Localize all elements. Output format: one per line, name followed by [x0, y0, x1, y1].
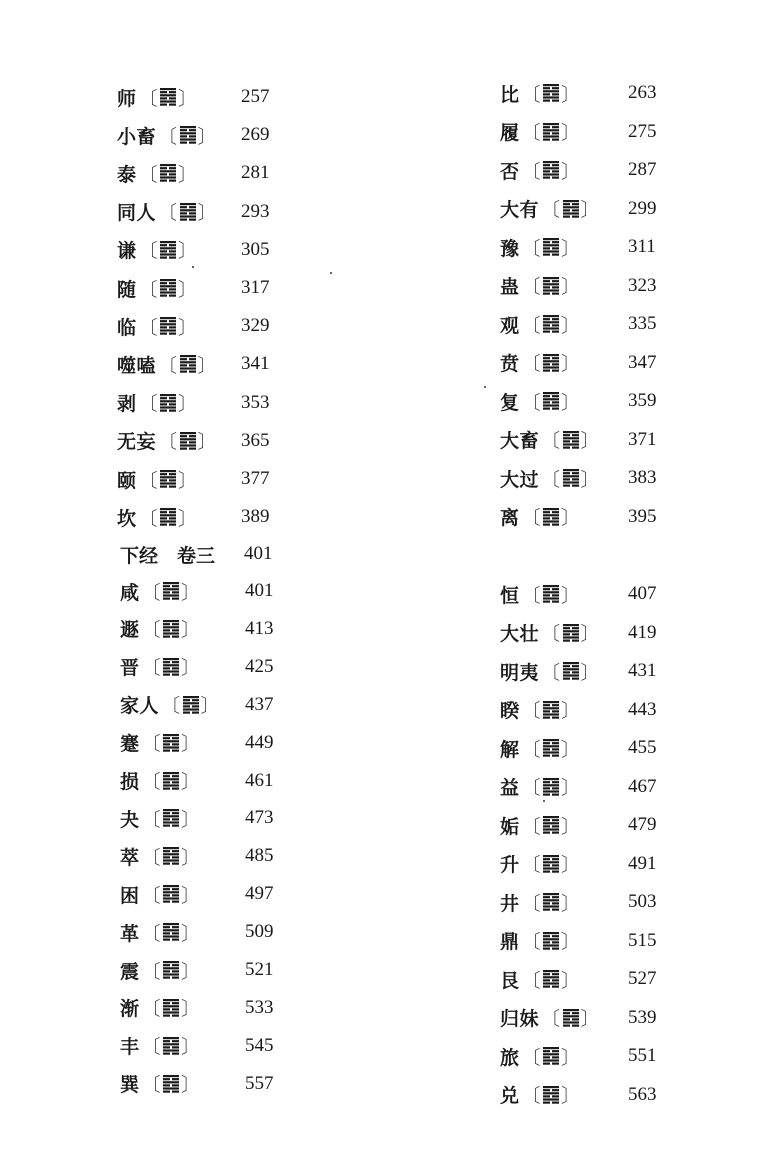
hexagram-icon — [542, 892, 560, 912]
hexagram-name: 夬 〔 〕 — [120, 803, 201, 833]
toc-entry — [500, 695, 678, 725]
page-number: 521 — [245, 959, 274, 980]
page-number: 455 — [628, 737, 657, 758]
hexagram-icon — [159, 240, 177, 260]
toc-entry — [500, 502, 678, 532]
page-number: 515 — [628, 929, 657, 951]
hexagram-title: 旅 — [500, 1046, 520, 1069]
hexagram-name: 睽 〔 〕 — [500, 695, 581, 725]
hexagram-icon — [542, 738, 560, 758]
toc-entry — [117, 120, 291, 150]
toc-entry — [120, 614, 295, 644]
page-number: 545 — [245, 1034, 274, 1056]
hexagram-name: 渐 〔 〕 — [120, 993, 201, 1023]
toc-entry — [117, 82, 291, 112]
hexagram-name: 革 〔 〕 — [120, 917, 201, 947]
page-number: 443 — [628, 698, 657, 720]
toc-entry — [120, 803, 295, 833]
hexagram-icon — [159, 507, 177, 527]
hexagram-icon — [159, 469, 177, 489]
hexagram-icon — [542, 931, 560, 951]
hexagram-icon — [542, 83, 560, 103]
section-page: 401 — [244, 543, 273, 564]
hexagram-title: 解 — [500, 738, 520, 761]
toc-entry — [120, 955, 295, 985]
hexagram-name: 蛊 〔 〕 — [500, 271, 581, 301]
toc-entry — [117, 311, 291, 341]
hexagram-name: 复 〔 〕 — [500, 386, 581, 416]
toc-entry — [117, 502, 291, 532]
hexagram-icon — [542, 1046, 560, 1066]
page-number: 329 — [241, 315, 270, 337]
hexagram-title: 大有 — [500, 199, 540, 221]
hexagram-title: 复 — [500, 391, 520, 414]
toc-entry — [500, 772, 678, 802]
hexagram-title: 艮 — [500, 969, 520, 992]
hexagram-title: 贲 — [500, 353, 520, 375]
scan-speck — [543, 800, 545, 802]
toc-entry — [500, 386, 678, 416]
toc-entry — [500, 271, 678, 301]
hexagram-icon — [542, 507, 560, 527]
hexagram-icon — [159, 393, 177, 413]
hexagram-title: 豫 — [500, 237, 520, 260]
hexagram-name: 恒 〔 〕 — [500, 579, 581, 609]
page-number: 449 — [245, 731, 274, 753]
hexagram-icon — [179, 125, 197, 145]
page-number: 467 — [628, 775, 657, 797]
hexagram-title: 恒 — [500, 584, 520, 607]
hexagram-icon — [542, 122, 560, 142]
toc-entry — [500, 232, 678, 262]
hexagram-icon — [562, 430, 580, 450]
hexagram-icon — [162, 998, 180, 1018]
hexagram-name: 艮 〔 〕 — [500, 964, 581, 994]
hexagram-name: 旅 〔 〕 — [500, 1041, 581, 1071]
page-number: 353 — [241, 391, 270, 413]
hexagram-icon — [162, 960, 180, 980]
hexagram-title: 泰 — [117, 163, 137, 186]
toc-entry — [500, 579, 678, 609]
page-number: 389 — [241, 506, 270, 528]
hexagram-name: 师 〔 〕 — [117, 82, 198, 112]
page-number: 359 — [628, 390, 657, 411]
hexagram-icon — [542, 777, 560, 797]
hexagram-icon — [162, 884, 180, 904]
page-number: 503 — [628, 891, 657, 912]
hexagram-name: 泰 〔 〕 — [117, 158, 198, 188]
hexagram-icon — [542, 815, 560, 835]
toc-entry — [120, 576, 295, 606]
toc-entry — [500, 155, 678, 185]
page-number: 395 — [628, 505, 657, 527]
hexagram-name: 兑 〔 〕 — [500, 1080, 581, 1110]
toc-entry — [500, 810, 678, 840]
hexagram-title: 遯 — [120, 619, 140, 642]
page-number: 557 — [245, 1072, 274, 1094]
toc-entry — [117, 235, 291, 265]
page-number: 341 — [241, 353, 270, 375]
page-number: 371 — [628, 428, 657, 450]
page-number: 425 — [245, 655, 274, 677]
hexagram-name: 蹇 〔 〕 — [120, 728, 201, 758]
hexagram-icon — [562, 468, 580, 488]
page-number: 485 — [245, 845, 274, 867]
toc-entry — [117, 349, 291, 379]
hexagram-title: 蛊 — [500, 276, 520, 298]
hexagram-name: 震 〔 〕 — [120, 955, 201, 985]
hexagram-title: 咸 — [120, 581, 140, 604]
toc-entry — [500, 425, 678, 455]
page-number: 437 — [245, 693, 274, 715]
toc-entry — [120, 993, 295, 1023]
page-number: 539 — [628, 1006, 657, 1028]
toc-entry — [120, 1069, 295, 1099]
hexagram-name: 随 〔 〕 — [117, 273, 198, 303]
hexagram-title: 谦 — [117, 240, 137, 263]
page-number: 311 — [628, 236, 656, 257]
toc-entry — [500, 733, 678, 763]
toc-entry — [500, 117, 678, 147]
hexagram-icon — [542, 584, 560, 604]
hexagram-title: 晋 — [120, 657, 140, 680]
hexagram-title: 小畜 — [117, 125, 157, 148]
hexagram-icon — [162, 1074, 180, 1094]
toc-entry — [120, 1031, 295, 1061]
hexagram-title: 观 — [500, 314, 520, 337]
hexagram-icon — [179, 431, 197, 451]
hexagram-name: 贲 〔 〕 — [500, 348, 581, 378]
page-number: 275 — [628, 120, 657, 142]
hexagram-icon — [542, 854, 560, 874]
hexagram-title: 兑 — [500, 1085, 520, 1107]
hexagram-title: 颐 — [117, 469, 137, 492]
hexagram-icon — [162, 1036, 180, 1056]
hexagram-title: 无妄 — [117, 431, 157, 454]
toc-entry — [120, 917, 295, 947]
hexagram-icon — [542, 969, 560, 989]
hexagram-icon — [159, 87, 177, 107]
toc-entry — [500, 964, 678, 994]
page-number: 305 — [241, 238, 270, 260]
hexagram-name: 剥 〔 〕 — [117, 388, 198, 418]
hexagram-title: 震 — [120, 960, 140, 983]
page-number: 293 — [241, 200, 270, 222]
hexagram-name: 颐 〔 〕 — [117, 464, 198, 494]
hexagram-title: 坎 — [117, 507, 137, 530]
hexagram-name: 巽 〔 〕 — [120, 1069, 201, 1099]
hexagram-title: 随 — [117, 278, 137, 301]
hexagram-name: 大壮 〔 〕 — [500, 618, 600, 648]
hexagram-title: 睽 — [500, 700, 520, 722]
hexagram-icon — [562, 1008, 580, 1028]
toc-entry — [120, 728, 295, 758]
hexagram-name: 临 〔 〕 — [117, 311, 198, 341]
page-number: 533 — [245, 996, 274, 1018]
hexagram-name: 观 〔 〕 — [500, 309, 581, 339]
hexagram-name: 升 〔 〕 — [500, 849, 581, 879]
hexagram-title: 大过 — [500, 468, 540, 491]
page-number: 299 — [628, 197, 657, 219]
page-number: 263 — [628, 82, 657, 103]
page-number: 383 — [628, 467, 657, 488]
page-number: 419 — [628, 621, 657, 643]
hexagram-title: 萃 — [120, 846, 140, 869]
hexagram-icon — [179, 202, 197, 222]
page-number: 413 — [245, 617, 274, 639]
hexagram-title: 同人 — [117, 202, 157, 225]
hexagram-icon — [542, 276, 560, 296]
page-number: 527 — [628, 968, 657, 989]
page-number: 563 — [628, 1083, 657, 1105]
hexagram-name: 困 〔 〕 — [120, 879, 201, 909]
hexagram-name: 损 〔 〕 — [120, 766, 201, 796]
hexagram-icon — [542, 160, 560, 180]
toc-entry — [500, 194, 678, 224]
hexagram-title: 革 — [120, 922, 140, 945]
hexagram-icon — [542, 700, 560, 720]
page-number: 401 — [245, 580, 274, 601]
hexagram-title: 夬 — [120, 808, 140, 831]
toc-entry — [500, 1080, 678, 1110]
toc-entry — [120, 766, 295, 796]
hexagram-icon — [182, 695, 200, 715]
hexagram-name: 无妄 〔 〕 — [117, 426, 217, 456]
hexagram-icon — [162, 771, 180, 791]
hexagram-title: 比 — [500, 83, 520, 106]
hexagram-name: 明夷 〔 〕 — [500, 656, 600, 686]
page-number: 431 — [628, 660, 657, 681]
page-number: 491 — [628, 852, 657, 874]
toc-entry — [120, 652, 295, 682]
hexagram-name: 否 〔 〕 — [500, 155, 581, 185]
hexagram-title: 离 — [500, 507, 520, 529]
hexagram-name: 豫 〔 〕 — [500, 232, 581, 262]
toc-entry — [500, 618, 678, 648]
page-number: 281 — [241, 162, 270, 184]
hexagram-title: 明夷 — [500, 661, 540, 684]
page-number: 365 — [241, 429, 270, 451]
hexagram-title: 大壮 — [500, 623, 540, 645]
scan-speck — [484, 386, 486, 388]
hexagram-name: 归妹 〔 〕 — [500, 1003, 600, 1033]
hexagram-name: 姤 〔 〕 — [500, 810, 581, 840]
hexagram-title: 否 — [500, 160, 520, 183]
hexagram-title: 丰 — [120, 1036, 140, 1059]
toc-entry — [117, 197, 291, 227]
hexagram-name: 坎 〔 〕 — [117, 502, 198, 532]
hexagram-icon — [562, 661, 580, 681]
hexagram-title: 履 — [500, 122, 520, 144]
hexagram-icon — [159, 163, 177, 183]
toc-entry — [117, 273, 291, 303]
hexagram-title: 归妹 — [500, 1008, 540, 1030]
toc-entry — [500, 887, 678, 917]
hexagram-name: 丰 〔 〕 — [120, 1031, 201, 1061]
page-number: 347 — [628, 351, 657, 373]
scan-speck — [330, 272, 332, 274]
hexagram-icon — [542, 353, 560, 373]
hexagram-icon — [162, 733, 180, 753]
hexagram-icon — [542, 237, 560, 257]
page-number: 479 — [628, 814, 657, 835]
hexagram-icon — [159, 316, 177, 336]
page-number: 461 — [245, 769, 274, 791]
hexagram-name: 解 〔 〕 — [500, 733, 581, 763]
hexagram-name: 大过 〔 〕 — [500, 463, 600, 493]
hexagram-icon — [562, 199, 580, 219]
hexagram-title: 损 — [120, 771, 140, 793]
toc-entry — [500, 309, 678, 339]
hexagram-icon — [562, 623, 580, 643]
hexagram-title: 姤 — [500, 815, 520, 838]
page-number: 377 — [241, 468, 270, 489]
hexagram-icon — [179, 354, 197, 374]
section-label: 下经 卷三 — [120, 544, 216, 567]
page-number: 509 — [245, 921, 274, 943]
page-number: 473 — [245, 807, 274, 829]
toc-entry — [120, 690, 295, 720]
page-number: 323 — [628, 274, 657, 296]
hexagram-title: 师 — [117, 87, 137, 110]
hexagram-title: 益 — [500, 777, 520, 799]
hexagram-name: 萃 〔 〕 — [120, 841, 201, 871]
page-number: 407 — [628, 583, 657, 604]
page-number: 287 — [628, 159, 657, 180]
hexagram-name: 大畜 〔 〕 — [500, 425, 600, 455]
hexagram-icon — [542, 314, 560, 334]
page-number: 497 — [245, 883, 274, 905]
hexagram-title: 巽 — [120, 1074, 140, 1097]
hexagram-icon — [542, 391, 560, 411]
hexagram-icon — [162, 657, 180, 677]
scan-speck — [192, 266, 194, 268]
toc-entry — [500, 656, 678, 686]
hexagram-name: 大有 〔 〕 — [500, 194, 600, 224]
toc-entry — [500, 78, 678, 108]
toc-entry — [500, 1041, 678, 1071]
hexagram-title: 鼎 — [500, 931, 520, 953]
hexagram-name: 井 〔 〕 — [500, 887, 581, 917]
hexagram-name: 遯 〔 〕 — [120, 614, 201, 644]
toc-entry — [500, 348, 678, 378]
hexagram-name: 比 〔 〕 — [500, 78, 581, 108]
hexagram-icon — [162, 922, 180, 942]
hexagram-name: 晋 〔 〕 — [120, 652, 201, 682]
toc-entry — [120, 841, 295, 871]
toc-entry — [117, 464, 291, 494]
section-heading — [120, 539, 320, 569]
hexagram-icon — [162, 619, 180, 639]
hexagram-name: 同人 〔 〕 — [117, 197, 217, 227]
hexagram-title: 剥 — [117, 393, 137, 416]
hexagram-icon — [542, 1085, 560, 1105]
hexagram-icon — [162, 808, 180, 828]
toc-entry — [500, 463, 678, 493]
hexagram-name: 家人 〔 〕 — [120, 690, 220, 720]
hexagram-name: 益 〔 〕 — [500, 772, 581, 802]
hexagram-name: 噬嗑 〔 〕 — [117, 349, 217, 379]
hexagram-title: 临 — [117, 316, 137, 339]
toc-entry — [117, 158, 291, 188]
hexagram-title: 困 — [120, 884, 140, 907]
page-number: 551 — [628, 1045, 657, 1066]
page-number: 335 — [628, 313, 657, 334]
hexagram-title: 蹇 — [120, 733, 140, 756]
hexagram-icon — [162, 846, 180, 866]
toc-entry — [500, 1003, 678, 1033]
toc-entry — [117, 426, 291, 456]
hexagram-name: 离 〔 〕 — [500, 502, 581, 532]
hexagram-name: 咸 〔 〕 — [120, 576, 201, 606]
hexagram-title: 升 — [500, 854, 520, 876]
hexagram-name: 履 〔 〕 — [500, 117, 581, 147]
hexagram-title: 大畜 — [500, 430, 540, 452]
page-number: 317 — [241, 277, 270, 298]
page-number: 269 — [241, 124, 270, 146]
toc-entry — [500, 926, 678, 956]
toc-entry — [120, 879, 295, 909]
hexagram-icon — [162, 581, 180, 601]
hexagram-icon — [159, 278, 177, 298]
hexagram-name: 鼎 〔 〕 — [500, 926, 581, 956]
hexagram-title: 噬嗑 — [117, 354, 157, 377]
hexagram-name: 谦 〔 〕 — [117, 235, 198, 265]
hexagram-title: 家人 — [120, 695, 160, 718]
toc-entry — [117, 388, 291, 418]
hexagram-name: 小畜 〔 〕 — [117, 120, 217, 150]
hexagram-title: 井 — [500, 892, 520, 915]
hexagram-title: 渐 — [120, 998, 140, 1021]
page-number: 257 — [241, 86, 270, 107]
toc-entry — [500, 849, 678, 879]
